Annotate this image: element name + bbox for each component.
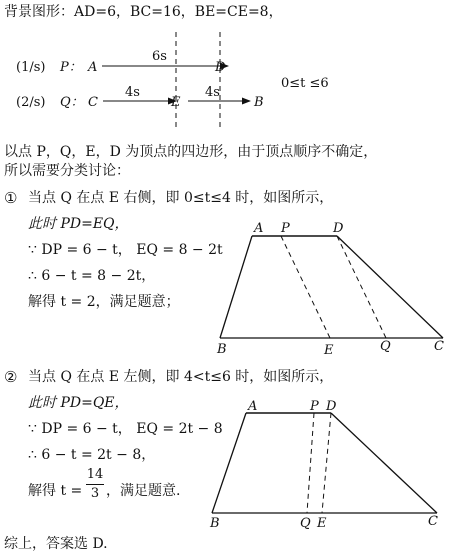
conclusion: 综上，答案选 D. (4, 536, 108, 552)
fig1-side-dc (337, 236, 443, 338)
fig1-label-c: C (434, 339, 444, 354)
q-speed: (2/s) (16, 95, 46, 110)
fig1-label-d: D (333, 221, 344, 236)
background-text: 背景图形：AD=6，BC=16，BE=CE=8， (4, 4, 283, 20)
fig2-label-q: Q (300, 516, 311, 531)
fig2-label-b: B (210, 516, 220, 531)
case2-equation-2: ∴ 6 − t = 2t − 8， (28, 447, 156, 463)
fraction-bar (86, 484, 104, 485)
fig1-label-e: E (324, 343, 334, 358)
fig1-dash-pe (281, 236, 330, 338)
case2-condition: 此时 PD=QE， (28, 395, 129, 411)
figure-case-1 (216, 221, 444, 358)
p-start: A (88, 60, 98, 75)
fig2-dash-pq (307, 413, 314, 513)
fig2-label-d: D (326, 399, 337, 414)
case1-marker: ① (4, 189, 18, 207)
case2-equation-1: ∵ DP = 6 − t， EQ = 2t − 8 (28, 421, 223, 437)
discussion-line-1: 以点 P，Q，E，D 为顶点的四边形，由于顶点顺序不确定， (4, 144, 378, 160)
fig1-label-q: Q (380, 339, 391, 354)
q-mid: E (171, 95, 181, 110)
case1-condition: 此时 PD=EQ， (28, 216, 129, 232)
case2-marker: ② (4, 368, 18, 386)
fig2-label-p: P (310, 399, 319, 414)
p-time: 6s (152, 49, 167, 64)
fig1-dash-dq (337, 236, 386, 338)
case2-solution-post: ，满足题意. (106, 483, 181, 499)
fig2-label-c: C (428, 514, 438, 529)
fig2-label-e: E (317, 516, 327, 531)
time-range: 0≤t ≤6 (281, 76, 329, 91)
figure-case-2 (209, 399, 438, 531)
case1-solution: 解得 t = 2，满足题意； (28, 294, 180, 310)
case2-solution-pre: 解得 t = (28, 483, 83, 499)
fig2-side-dc (331, 413, 437, 513)
fig1-side-ab (220, 236, 252, 338)
discussion-line-2: 所以需要分类讨论： (4, 163, 130, 179)
q-label: Q： (60, 95, 84, 110)
q-time-1: 4s (125, 85, 140, 100)
fraction-numerator: 14 (86, 467, 104, 482)
case2-title: 当点 Q 在点 E 左侧，即 4<t≤6 时，如图所示， (28, 369, 334, 385)
fraction-denominator: 3 (90, 486, 100, 501)
p-speed: (1/s) (16, 60, 46, 75)
fig2-label-a: A (248, 399, 258, 414)
p-label: P： (60, 60, 82, 75)
case1-title: 当点 Q 在点 E 右侧，即 0≤t≤4 时，如图所示， (28, 190, 334, 206)
fig1-label-a: A (254, 221, 264, 236)
fig1-label-b: B (217, 342, 227, 357)
p-end: D (215, 60, 226, 75)
fig1-label-p: P (281, 221, 290, 236)
q-start: C (88, 95, 98, 110)
q-end: B (254, 95, 264, 110)
case1-equation-1: ∵ DP = 6 − t， EQ = 8 − 2t (28, 242, 223, 258)
case1-equation-2: ∴ 6 − t = 8 − 2t， (28, 268, 156, 284)
fig2-dash-de (322, 413, 331, 513)
q-time-2: 4s (205, 85, 220, 100)
